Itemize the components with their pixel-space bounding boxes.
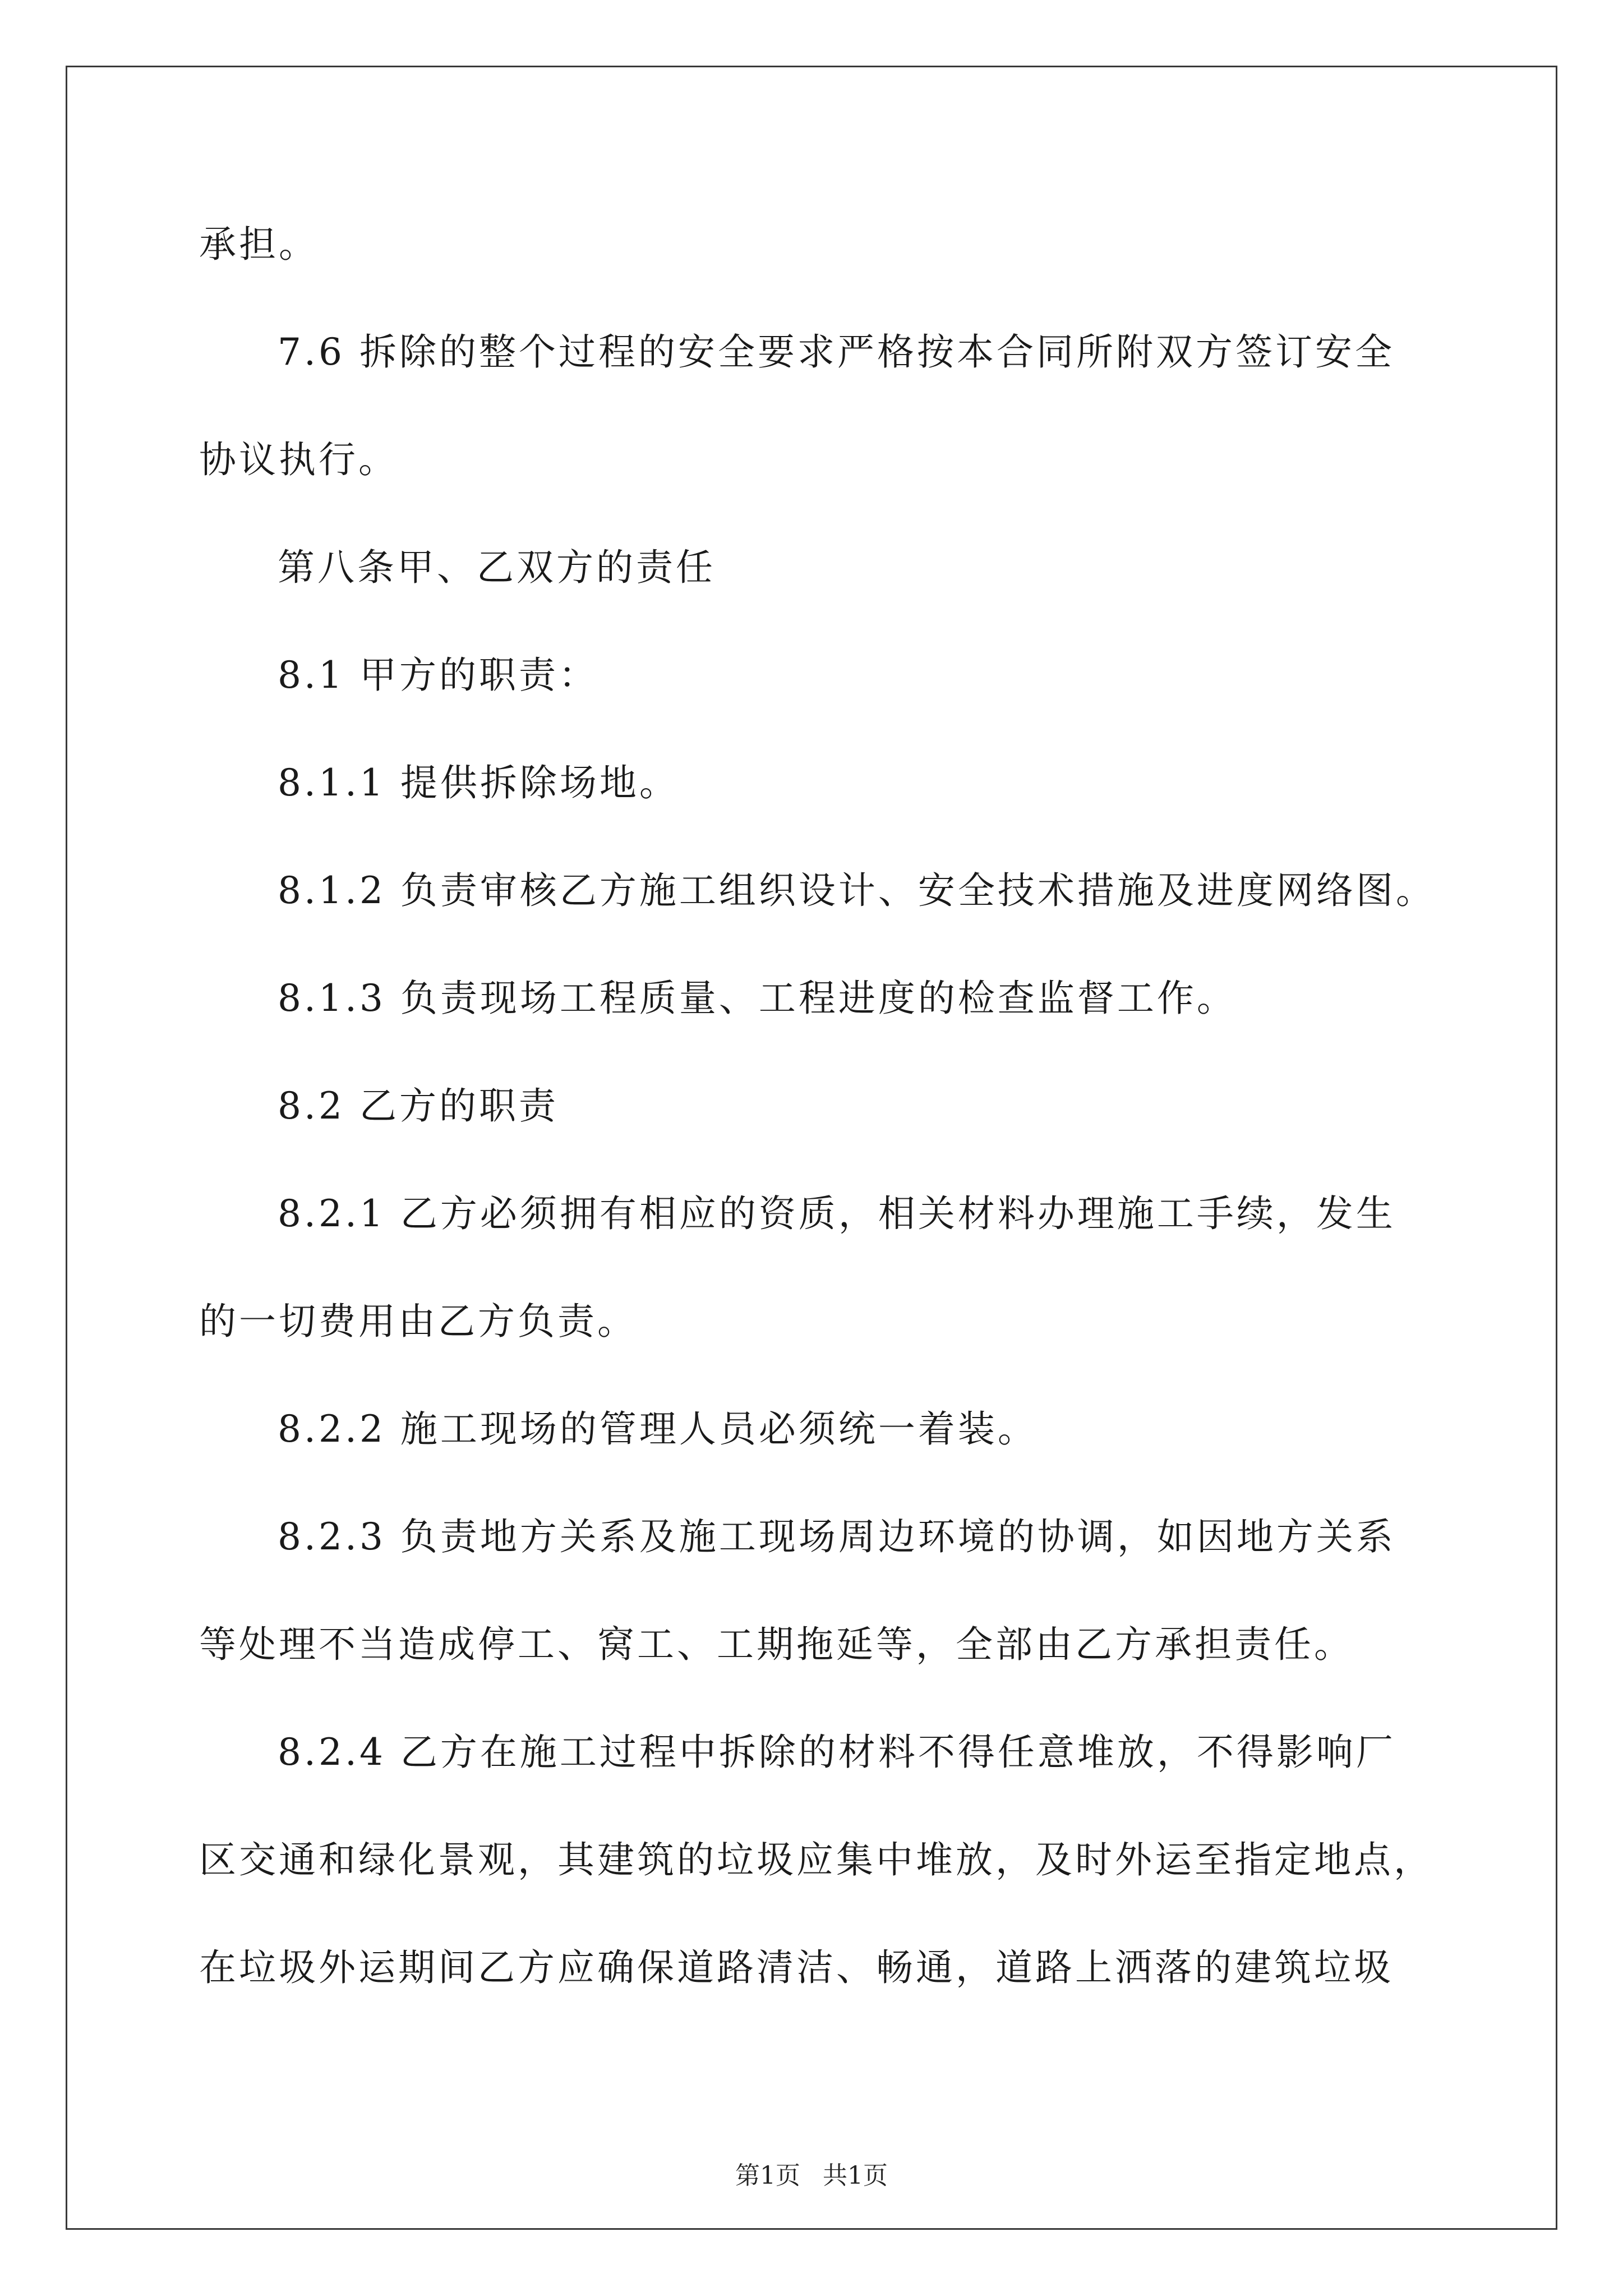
text-line: 的一切费用由乙方负责。 (199, 1300, 637, 1343)
text-line: 等处理不当造成停工、窝工、工期拖延等，全部由乙方承担责任。 (199, 1623, 1354, 1666)
text-line: 8.1.3 负责现场工程质量、工程进度的检查监督工作。 (278, 977, 1237, 1020)
document-body (199, 191, 1436, 2022)
text-line: 8.2.2 施工现场的管理人员必须统一着装。 (278, 1407, 1038, 1451)
text-line: 8.2.1 乙方必须拥有相应的资质，相关材料办理施工手续，发生 (278, 1192, 1396, 1235)
subsection-heading: 8.1 甲方的职责： (278, 654, 598, 697)
section-heading: 第八条甲、乙双方的责任 (278, 546, 716, 589)
text-line: 区交通和绿化景观，其建筑的垃圾应集中堆放，及时外运至指定地点， (199, 1838, 1433, 1881)
text-line: 7.6 拆除的整个过程的安全要求严格按本合同所附双方签订安全 (278, 330, 1395, 374)
page-footer (0, 2155, 1623, 2191)
page-number-current: 第1页 (735, 2161, 800, 2190)
text-line: 8.1.2 负责审核乙方施工组织设计、安全技术措施及进度网络图。 (278, 869, 1436, 912)
text-line: 在垃圾外运期间乙方应确保道路清洁、畅通，道路上洒落的建筑垃圾 (199, 1946, 1394, 1989)
text-line: 8.2.4 乙方在施工过程中拆除的材料不得任意堆放，不得影响厂 (278, 1731, 1396, 1774)
text-line: 承担。 (199, 223, 319, 266)
page-number-total: 共1页 (823, 2161, 888, 2190)
text-line: 8.1.1 提供拆除场地。 (278, 761, 679, 804)
subsection-heading: 8.2 乙方的职责 (278, 1084, 559, 1128)
text-line: 协议执行。 (199, 438, 398, 481)
text-line: 8.2.3 负责地方关系及施工现场周边环境的协调，如因地方关系 (278, 1515, 1396, 1558)
